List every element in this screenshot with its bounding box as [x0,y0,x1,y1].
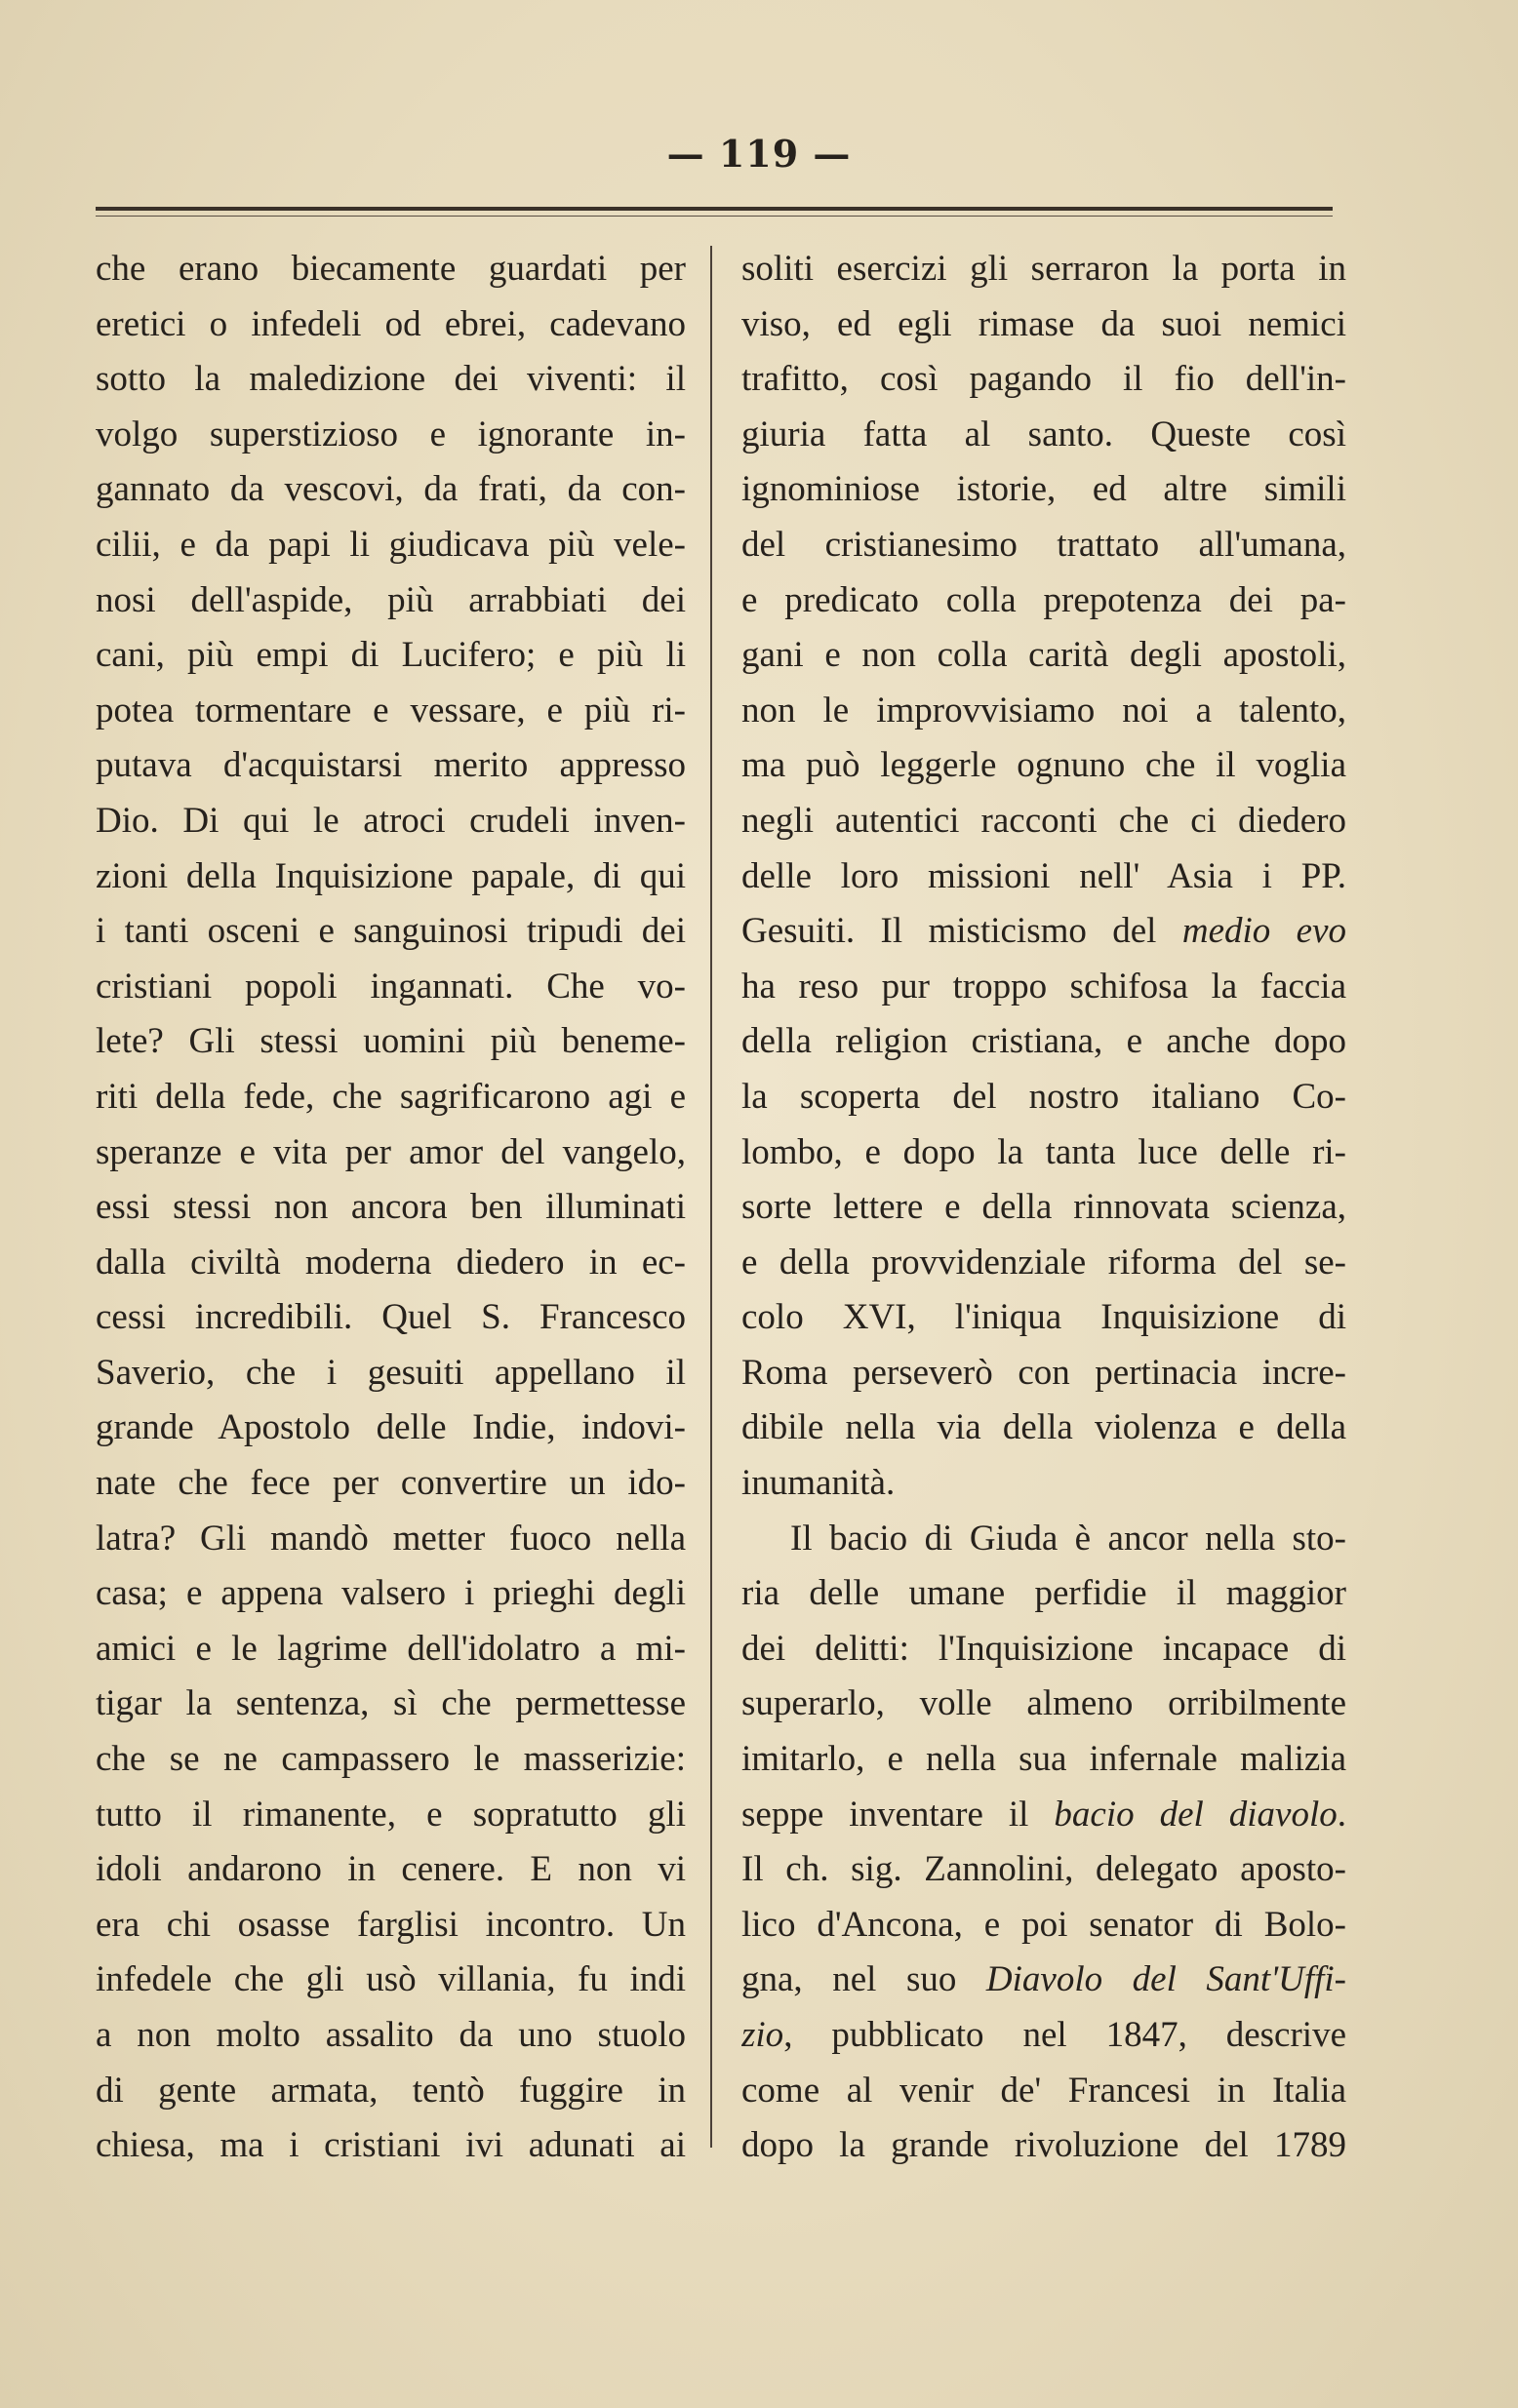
text-line: giuria fatta al santo. Queste così [741,414,1346,454]
text-line: gannato da vescovi, da frati, da con- [96,469,686,510]
text-line: imitarlo, e nella sua infernale malizia [741,1739,1346,1780]
text-line: cilii, e da papi li giudicava più vele- [96,524,686,565]
text-line: cristiani popoli ingannati. Che vo- [96,966,686,1007]
text-line: della religion cristiana, e anche dopo [741,1021,1346,1062]
text-line: grande Apostolo delle Indie, indovi- [96,1407,686,1448]
text-line: non le improvvisiamo noi a talento, [741,690,1346,730]
text-line: di gente armata, tentò fuggire in [96,2070,686,2111]
text-line: lombo, e dopo la tanta luce delle ri- [741,1131,1346,1172]
column-divider [710,246,712,2148]
text-line: dalla civiltà moderna diedero in ec- [96,1242,686,1283]
text-line: ma può leggerle ognuno che il voglia [741,745,1346,786]
text-line: ha reso pur troppo schifosa la faccia [741,966,1346,1007]
text-line: nosi dell'aspide, più arrabbiati dei [96,579,686,620]
text-line: Roma perseverò con pertinacia incre- [741,1352,1346,1393]
text-line: sotto la maledizione dei viventi: il [96,359,686,400]
text-line: e della provvidenziale riforma del se- [741,1242,1346,1283]
text-line: latra? Gli mandò metter fuoco nella [96,1518,686,1559]
text-line: viso, ed egli rimase da suoi nemici [741,303,1346,344]
text-line: sorte lettere e della rinnovata scienza, [741,1187,1346,1228]
right-text-column [741,242,1346,2174]
text-line: del cristianesimo trattato all'umana, [741,524,1346,565]
text-line: Il ch. sig. Zannolini, delegato aposto- [741,1849,1346,1890]
text-line: che se ne campassero le masserizie: [96,1739,686,1780]
text-line: gna, nel suo Diavolo del Sant'Uffi- [741,1959,1346,2000]
text-line: gani e non colla carità degli apostoli, [741,635,1346,676]
text-line: come al venir de' Francesi in Italia [741,2070,1346,2111]
text-line: essi stessi non ancora ben illuminati [96,1187,686,1228]
text-line: lete? Gli stessi uomini più beneme- [96,1021,686,1062]
page-number: — 119 — [666,132,852,176]
text-line: soliti esercizi gli serraron la porta in [741,249,1346,289]
text-line: la scoperta del nostro italiano Co- [741,1076,1346,1117]
text-line: cani, più empi di Lucifero; e più li [96,635,686,676]
text-line: zioni della Inquisizione papale, di qui [96,855,686,896]
text-line: inumanità. [741,1463,896,1504]
text-line: casa; e appena valsero i prieghi degli [96,1573,686,1614]
text-line: superarlo, volle almeno orribilmente [741,1683,1346,1724]
text-line: a non molto assalito da uno stuolo [96,2015,686,2055]
left-text-column [96,242,686,2174]
text-line: era chi osasse farglisi incontro. Un [96,1904,686,1945]
text-line: dei delitti: l'Inquisizione incapace di [741,1628,1346,1669]
text-line: i tanti osceni e sanguinosi tripudi dei [96,911,686,952]
text-line: delle loro missioni nell' Asia i PP. [741,855,1346,896]
header-rule-thin [96,216,1333,217]
text-line: dopo la grande rivoluzione del 1789 [741,2125,1346,2166]
text-line: trafitto, così pagando il fio dell'in- [741,359,1346,400]
text-line: Gesuiti. Il misticismo del medio evo [741,911,1346,952]
text-line: Il bacio di Giuda è ancor nella sto- [790,1518,1346,1559]
text-line: ignominiose istorie, ed altre simili [741,469,1346,510]
text-line: idoli andarono in cenere. E non vi [96,1849,686,1890]
text-line: potea tormentare e vessare, e più ri- [96,690,686,730]
text-line: zio, pubblicato nel 1847, descrive [741,2015,1346,2055]
text-line: Dio. Di qui le atroci crudeli inven- [96,800,686,841]
text-line: colo XVI, l'iniqua Inquisizione di [741,1297,1346,1338]
text-line: volgo superstizioso e ignorante in- [96,414,686,454]
header-rule [96,207,1333,211]
text-line: infedele che gli usò villania, fu indi [96,1959,686,2000]
text-line: seppe inventare il bacio del diavolo. [741,1794,1346,1835]
text-line: e predicato colla prepotenza dei pa- [741,579,1346,620]
text-line: eretici o infedeli od ebrei, cadevano [96,303,686,344]
text-line: che erano biecamente guardati per [96,249,686,289]
text-line: ria delle umane perfidie il maggior [741,1573,1346,1614]
text-line: tutto il rimanente, e sopratutto gli [96,1794,686,1835]
text-line: putava d'acquistarsi merito appresso [96,745,686,786]
text-line: tigar la sentenza, sì che permettesse [96,1683,686,1724]
text-line: cessi incredibili. Quel S. Francesco [96,1297,686,1338]
text-line: riti della fede, che sagrificarono agi e [96,1076,686,1117]
text-line: lico d'Ancona, e poi senator di Bolo- [741,1904,1346,1945]
text-line: speranze e vita per amor del vangelo, [96,1131,686,1172]
text-line: negli autentici racconti che ci diedero [741,800,1346,841]
text-line: nate che fece per convertire un ido- [96,1463,686,1504]
text-line: amici e le lagrime dell'idolatro a mi- [96,1628,686,1669]
text-line: dibile nella via della violenza e della [741,1407,1346,1448]
text-line: chiesa, ma i cristiani ivi adunati ai [96,2125,686,2166]
text-line: Saverio, che i gesuiti appellano il [96,1352,686,1393]
